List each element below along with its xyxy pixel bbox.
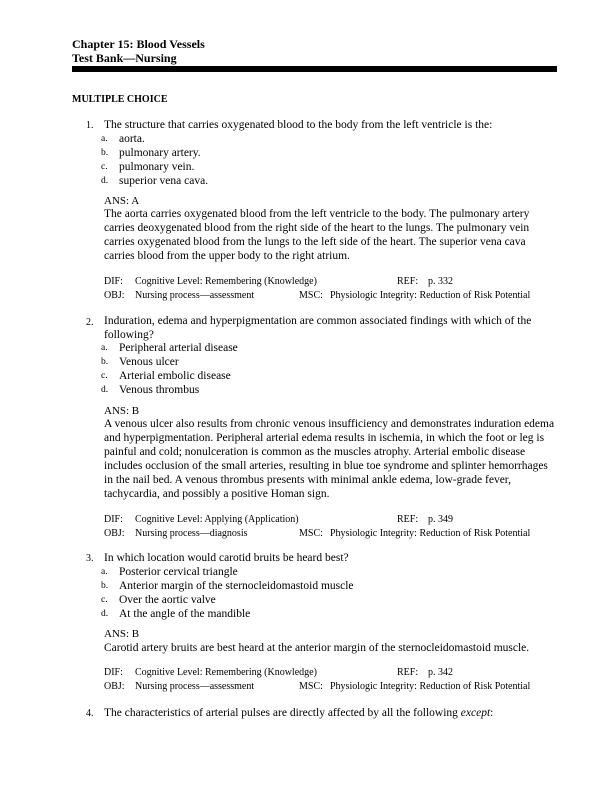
question-text: In which location would carotid bruits be heard best? — [104, 552, 349, 564]
answer-key: ANS: B — [104, 405, 140, 417]
ref-label: REF: — [397, 514, 419, 525]
ref-label: REF: — [397, 667, 419, 678]
dif-label: DIF: — [104, 276, 123, 287]
document-header — [72, 37, 205, 65]
option-text: Over the aortic valve — [119, 594, 216, 606]
option-letter: b. — [101, 581, 109, 591]
obj-label: OBJ: — [104, 290, 125, 301]
difficulty: Cognitive Level: Remembering (Knowledge) — [135, 276, 317, 287]
rationale: The aorta carries oxygenated blood from the left ventricle to the body. The pulmonary artery carries deoxygenated blood from the right side of the heart to the lungs. The pulmonary vein carries oxygenated blood from the lungs to the left side of the heart. The superior vena cava carries blood from the upper body to the right atrium. — [104, 208, 530, 262]
question-text: The structure that carries oxygenated blood to the body from the left ventricle is the: — [104, 119, 493, 131]
option-letter: a. — [101, 343, 108, 353]
msc-value: Physiologic Integrity: Reduction of Risk Potential — [330, 681, 531, 692]
question-number: 2. — [86, 317, 94, 328]
header-rule — [72, 66, 557, 72]
dif-label: DIF: — [104, 514, 123, 525]
objective: Nursing process—assessment — [135, 681, 255, 692]
page-reference: p. 349 — [428, 514, 453, 525]
option-text: Arterial embolic disease — [119, 370, 231, 382]
option-letter: b. — [101, 148, 109, 158]
option-letter: d. — [101, 176, 109, 186]
option-text: Posterior cervical triangle — [119, 566, 238, 578]
difficulty: Cognitive Level: Applying (Application) — [135, 514, 299, 525]
question-text-main: The characteristics of arterial pulses are directly affected by all the following — [104, 707, 461, 719]
option-letter: b. — [101, 357, 109, 367]
option-letter: c. — [101, 162, 108, 172]
option-text: Venous thrombus — [119, 384, 200, 396]
rationale: Carotid artery bruits are best heard at the anterior margin of the sternocleidomastoid muscle. — [104, 642, 530, 654]
option-letter: a. — [101, 134, 108, 144]
question-text — [104, 706, 560, 720]
option-text: Peripheral arterial disease — [119, 342, 238, 354]
question-number: 3. — [86, 553, 94, 564]
option-letter: c. — [101, 595, 108, 605]
test-bank-subtitle: Test Bank—Nursing — [72, 51, 177, 65]
objective: Nursing process—diagnosis — [135, 528, 248, 539]
msc-label: MSC: — [299, 528, 323, 539]
msc-label: MSC: — [299, 681, 323, 692]
msc-value: Physiologic Integrity: Reduction of Risk Potential — [330, 528, 531, 539]
question-text: Induration, edema and hyperpigmentation are common associated findings with which of the following? — [104, 315, 532, 341]
answer-key: ANS: A — [104, 195, 140, 207]
objective: Nursing process—assessment — [135, 290, 255, 301]
option-text: pulmonary vein. — [119, 161, 195, 173]
question-text-end: : — [490, 707, 494, 719]
difficulty: Cognitive Level: Remembering (Knowledge) — [135, 667, 317, 678]
question-text-emphasis: except — [460, 707, 491, 719]
option-text: superior vena cava. — [119, 175, 209, 187]
question-number: 1. — [86, 120, 94, 131]
question-number: 4. — [86, 708, 94, 719]
option-text: Anterior margin of the sternocleidomastoid muscle — [119, 580, 354, 592]
msc-value: Physiologic Integrity: Reduction of Risk Potential — [330, 290, 531, 301]
msc-label: MSC: — [299, 290, 323, 301]
chapter-title: Chapter 15: Blood Vessels — [72, 37, 205, 51]
rationale: A venous ulcer also results from chronic venous insufficiency and demonstrates induration edema and hyperpigmentation. Peripheral arterial edema results in ischemia, in which the foot or leg is painful and cold; nonulceration is common as the muscles atrophy. Arterial embolic disease includes occlusion of the small arteries, resulting in blue toe syndrome and splinter hemorrhages in the nail bed. A venous thrombus presents with minimal ankle edema, low-grade fever, tachycardia, and possibly a positive Homan sign. — [104, 418, 555, 500]
section-title: MULTIPLE CHOICE — [72, 94, 168, 105]
obj-label: OBJ: — [104, 681, 125, 692]
ref-label: REF: — [397, 276, 419, 287]
page-reference: p. 332 — [428, 276, 453, 287]
option-text: pulmonary artery. — [119, 147, 201, 159]
option-text: aorta. — [119, 133, 145, 145]
page-reference: p. 342 — [428, 667, 453, 678]
dif-label: DIF: — [104, 667, 123, 678]
option-letter: c. — [101, 371, 108, 381]
option-text: At the angle of the mandible — [119, 608, 251, 620]
option-letter: a. — [101, 567, 108, 577]
answer-key: ANS: B — [104, 628, 140, 640]
option-letter: d. — [101, 609, 109, 619]
obj-label: OBJ: — [104, 528, 125, 539]
option-letter: d. — [101, 385, 109, 395]
option-text: Venous ulcer — [119, 356, 179, 368]
